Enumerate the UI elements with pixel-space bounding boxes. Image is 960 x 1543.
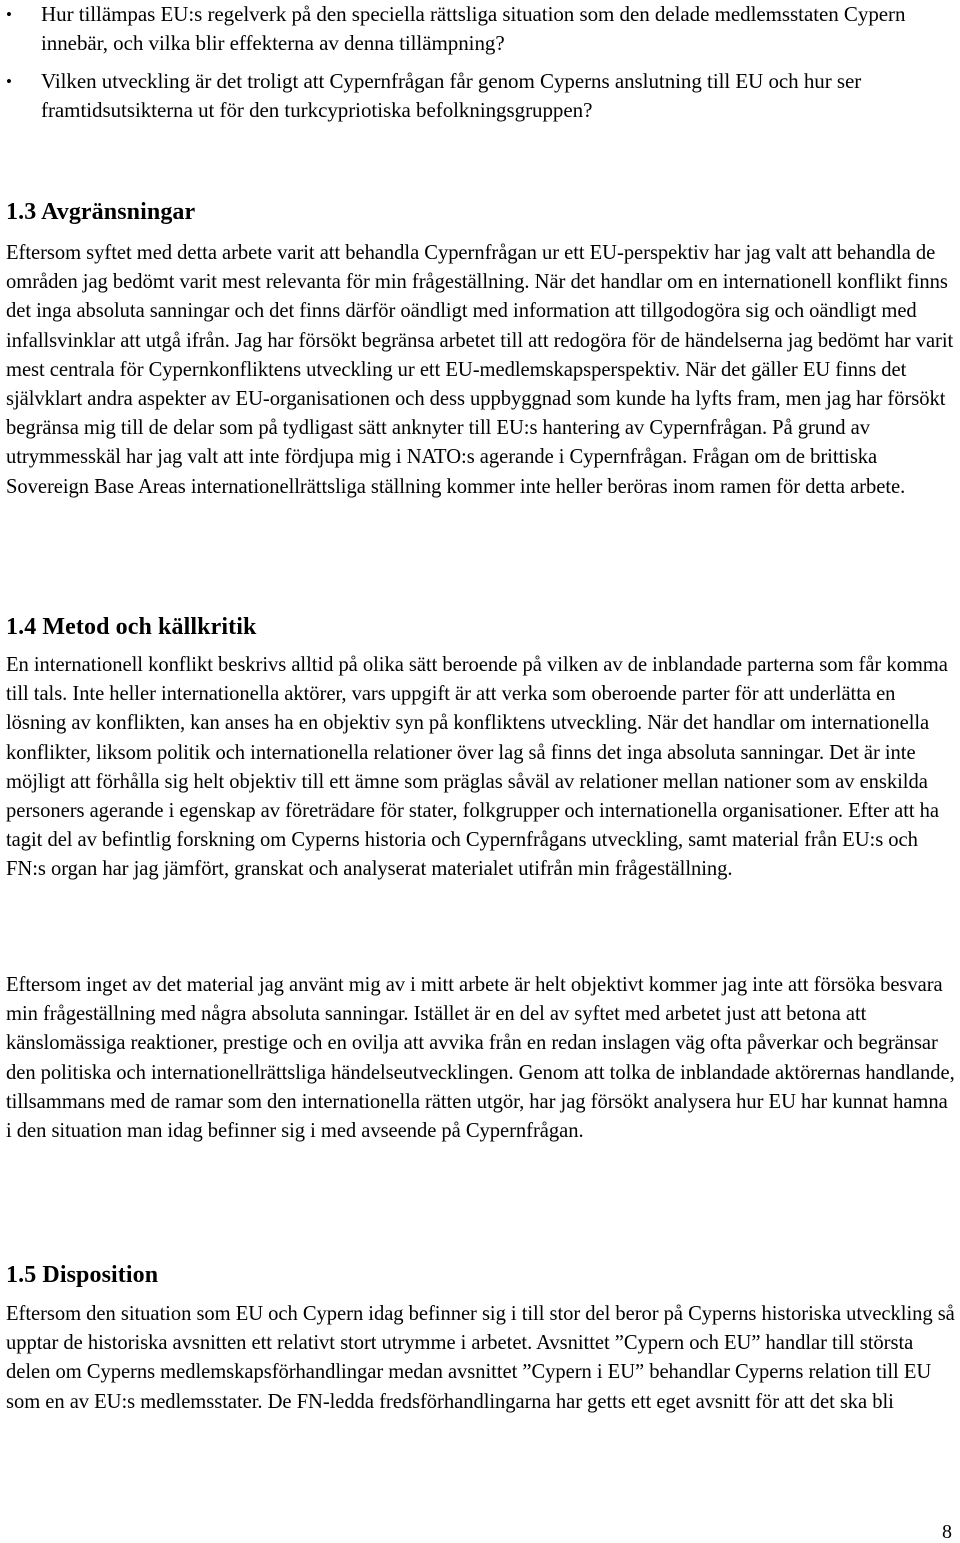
bullet-icon: • xyxy=(6,5,12,24)
section-heading-avgransningar: 1.3 Avgränsningar xyxy=(6,199,196,225)
bullet-icon: • xyxy=(6,72,12,91)
section-heading-disposition: 1.5 Disposition xyxy=(6,1262,159,1288)
section-paragraph: En internationell konflikt beskrivs alltid på olika sätt beroende på vilken av de inblandade parterna som får komma till tals. Inte heller internationella aktörer, vars uppgift är att verka som oberoende parter för att underlätta en lösning av konflikten, kan anses ha en objektiv syn på konfliktens utveckling. När det handlar om internationella konflikter, liksom politik och internationella relationer över lag så finns det inga absoluta sanningar. Det är inte möjligt att förhålla sig helt objektiv till ett ämne som präglas såväl av relationer mellan nationer som av enskilda personers agerande i egenskap av företrädare för stater, folkgrupper och internationella organisationer. Efter att ha tagit del av befintlig forskning om Cyperns historia och Cypernfrågans utveckling, samt material från EU:s och FN:s organ har jag jämfört, granskat och analyserat materialet utifrån min frågeställning. xyxy=(6,654,948,881)
page-number: 8 xyxy=(942,1521,952,1543)
section-heading-metod: 1.4 Metod och källkritik xyxy=(6,614,257,640)
question-text: Hur tillämpas EU:s regelverk på den speciella rättsliga situation som den delade medlemsstaten Cypern innebär, och vilka blir effekterna av denna tillämpning? xyxy=(41,2,906,55)
list-item xyxy=(6,67,956,125)
section-paragraph: Eftersom den situation som EU och Cypern idag befinner sig i till stor del beror på Cyperns historiska utveckling så upptar de historiska avsnitten ett relativt stort utrymme i arbetet. Avsnittet ”Cypern och EU” handlar till största delen om Cyperns medlemskapsförhandlingar medan avsnittet ”Cypern i EU” behandlar Cyperns relation till EU som en av EU:s medlemsstater. De FN-ledda fredsförhandlingarna har getts ett eget avsnitt för att det ska bli xyxy=(6,1303,955,1413)
section-paragraph: Eftersom syftet med detta arbete varit att behandla Cypernfrågan ur ett EU-perspektiv har jag valt att behandla de områden jag bedömt varit mest relevanta för min frågeställning. När det handlar om en internationell konflikt finns det inga absoluta sanningar och det finns därför oändligt med information att tillgodogöra sig och oändligt med infallsvinklar att utgå ifrån. Jag har försökt begränsa arbetet till att redogöra för de händelserna jag bedömt har varit mest centrala för Cypernkonfliktens utveckling ur ett EU-medlemskapsperspektiv. När det gäller EU finns det självklart andra aspekter av EU-organisationen och dess uppbyggnad som kunde ha lyfts fram, men jag har försökt begränsa mig till de delar som på tydligast sätt anknyter till EU:s hantering av Cypernfrågan. På grund av utrymmesskäl har jag valt att inte fördjupa mig i NATO:s agerande i Cypernfrågan. Frågan om de brittiska Sovereign Base Areas internationellrättsliga ställning kommer inte heller beröras inom ramen för detta arbete. xyxy=(6,242,954,498)
section-paragraph: Eftersom inget av det material jag använt mig av i mitt arbete är helt objektivt kommer jag inte att försöka besvara min frågeställning med några absoluta sanningar. Istället är en del av syftet med arbetet just att betona att känslomässiga reaktioner, prestige och en ovilja att avvika från en redan inslagen väg ofta påverkar och begränsar den politiska och internationellrättsliga händelseutvecklingen. Genom att tolka de inblandade aktörernas handlande, tillsammans med de ramar som den internationella rätten utgör, har jag försökt analysera hur EU har kunnat hamna i den situation man idag befinner sig i med avseende på Cypernfrågan. xyxy=(6,974,955,1143)
page-content xyxy=(6,0,956,1413)
research-questions-list xyxy=(6,0,956,125)
question-text: Vilken utveckling är det troligt att Cypernfrågan får genom Cyperns anslutning till EU och hur ser framtidsutsikterna ut för den turkcypriotiska befolkningsgruppen? xyxy=(41,69,862,122)
list-item xyxy=(6,0,956,58)
